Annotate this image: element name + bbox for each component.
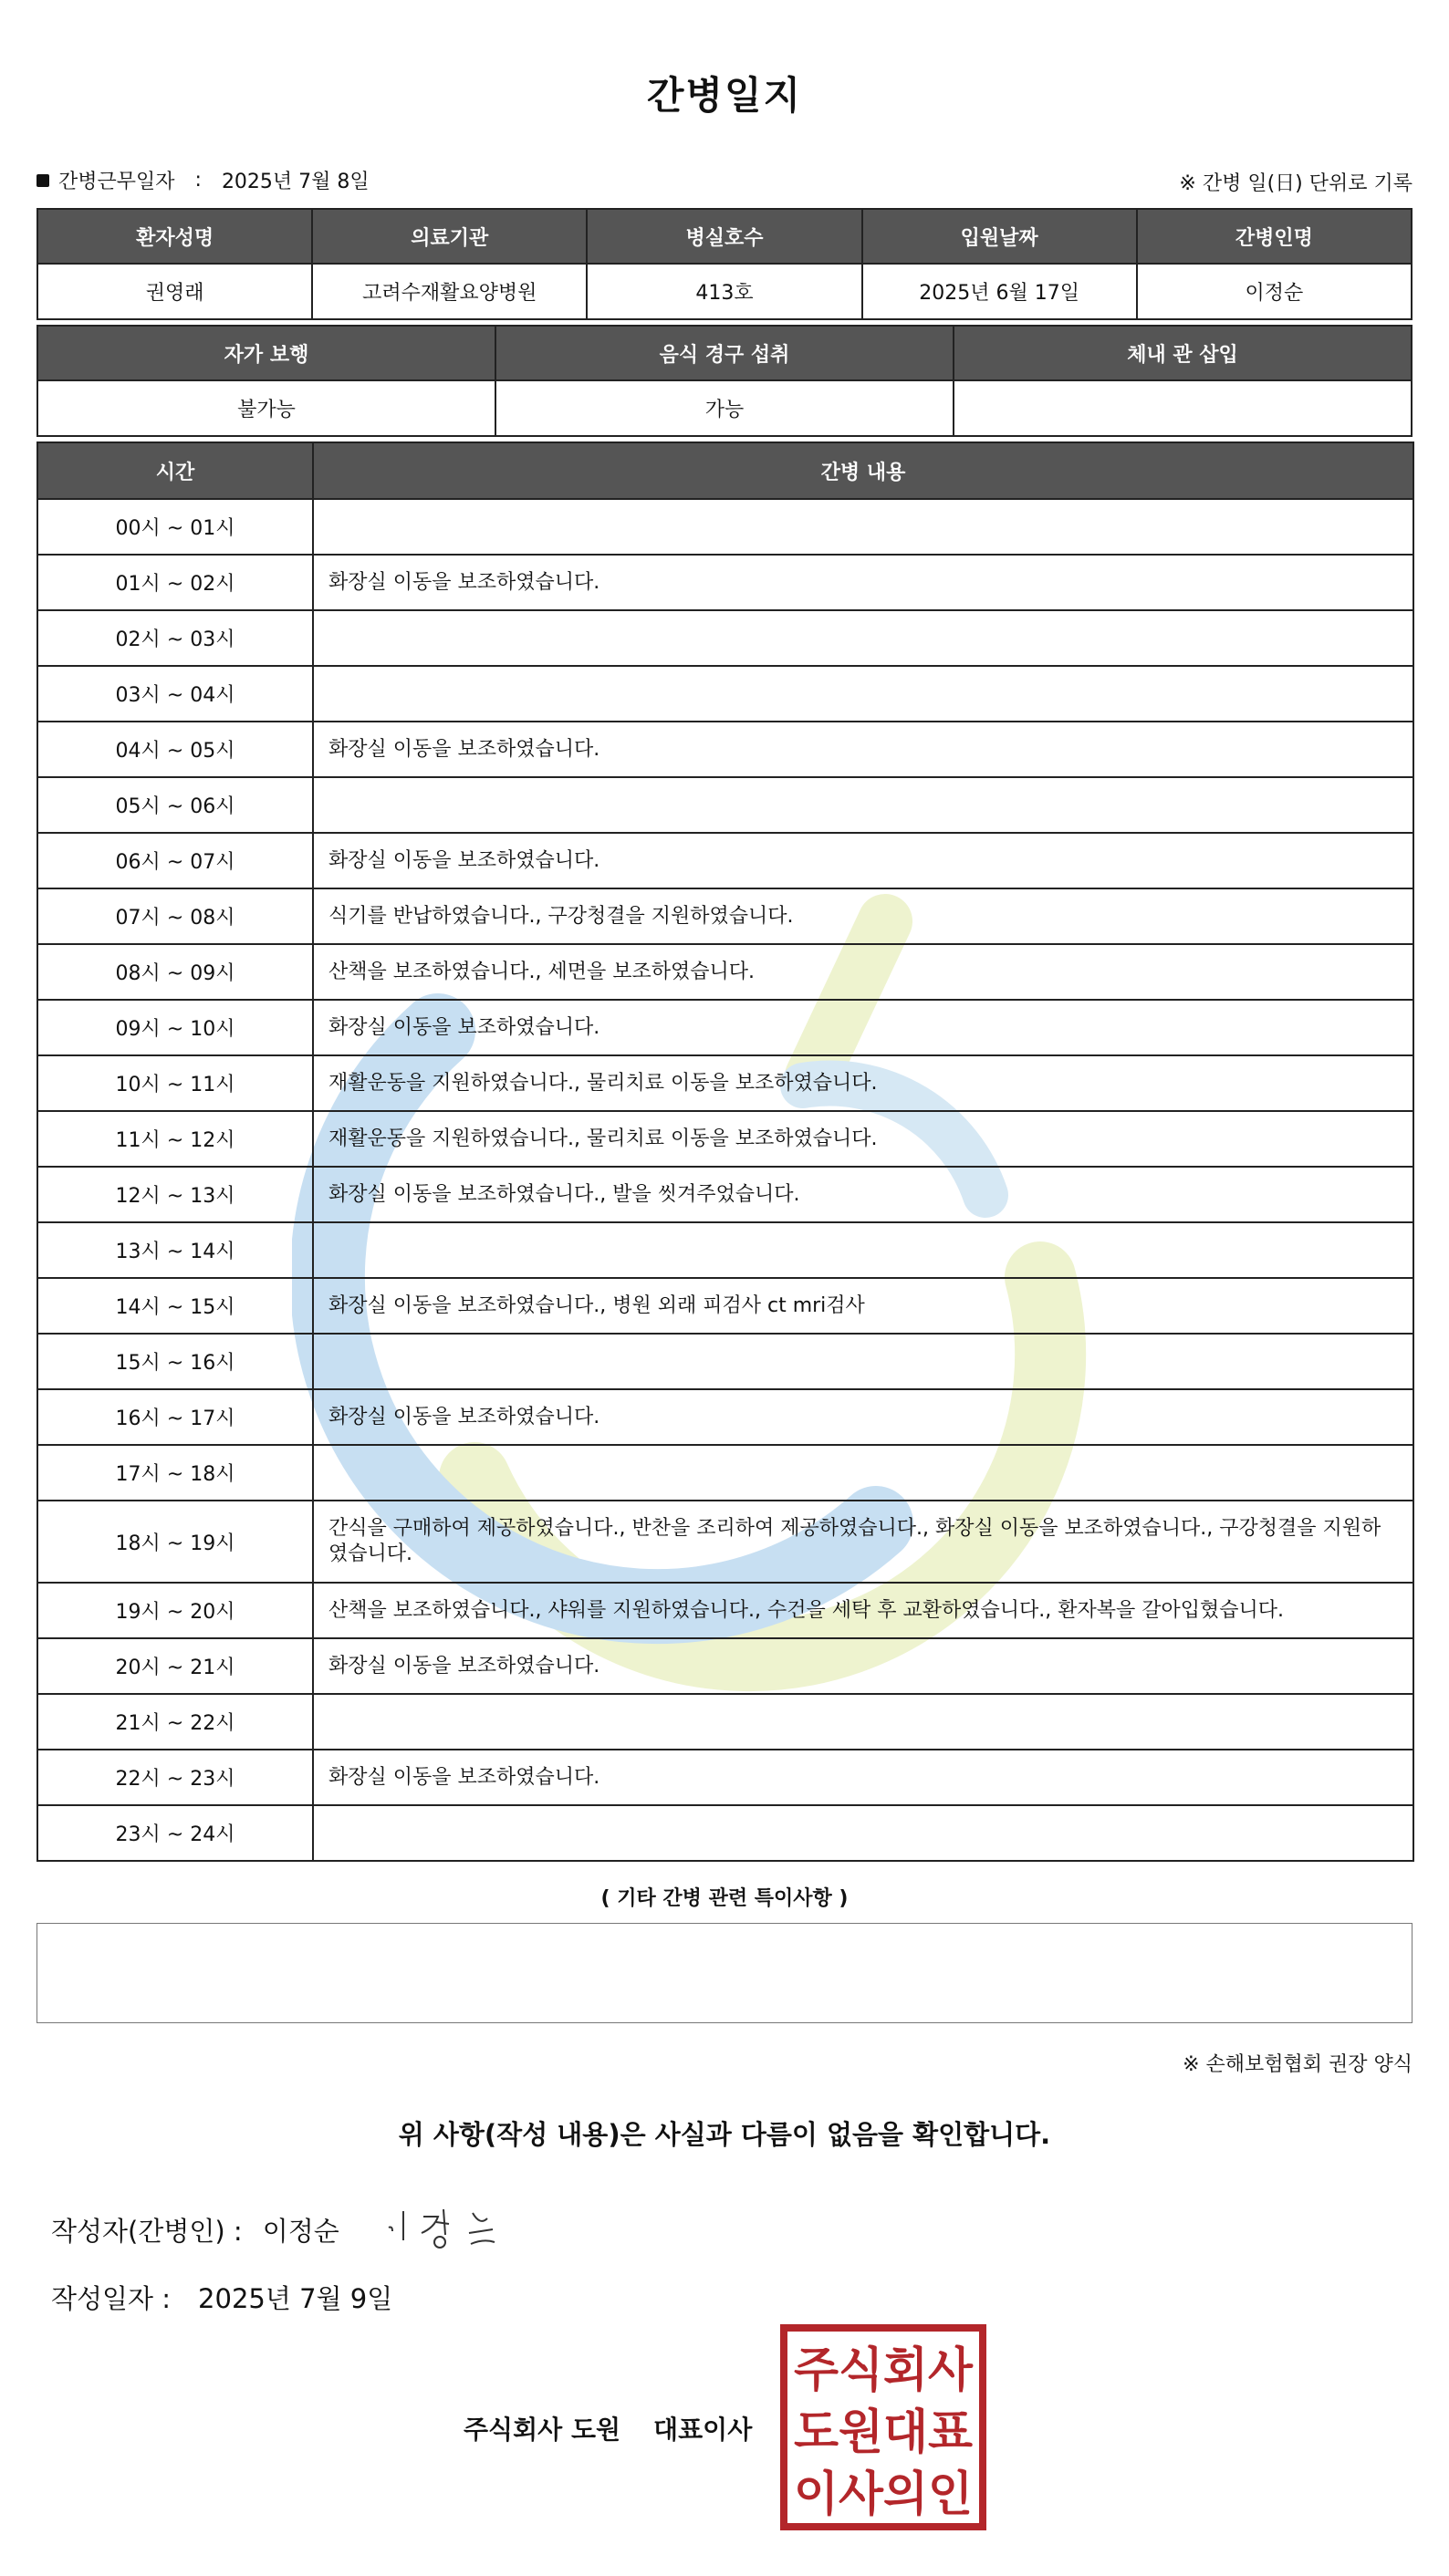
admission-date: 2025년 6월 17일	[862, 264, 1137, 319]
table-row	[37, 1805, 1413, 1861]
room-number: 413호	[587, 264, 861, 319]
written-date-line	[51, 2279, 392, 2316]
oral-intake-value: 가능	[495, 380, 954, 436]
seal-line-3: 이사의인	[794, 2467, 973, 2522]
care-content-cell: 화장실 이동을 보조하였습니다.	[313, 1389, 1413, 1445]
table-row	[37, 944, 1413, 1000]
care-content-cell: 재활운동을 지원하였습니다., 물리치료 이동을 보조하였습니다.	[313, 1111, 1413, 1167]
care-content-cell	[313, 1805, 1413, 1861]
table-row	[37, 666, 1413, 722]
time-cell: 06시 ~ 07시	[37, 833, 313, 888]
header-room: 병실호수	[587, 209, 861, 264]
table-row	[37, 777, 1413, 833]
table-row	[37, 1167, 1413, 1222]
patient-status-table	[36, 325, 1413, 437]
self-walking-value: 불가능	[37, 380, 495, 436]
time-cell: 01시 ~ 02시	[37, 555, 313, 610]
company-line	[464, 2410, 752, 2446]
table-row	[37, 1334, 1413, 1389]
table-row	[37, 555, 1413, 610]
table-row	[37, 1638, 1413, 1694]
unit-note: ※ 간병 일(日) 단위로 기록	[1179, 172, 1413, 195]
care-content-cell: 화장실 이동을 보조하였습니다.	[313, 1750, 1413, 1805]
table-row	[37, 1111, 1413, 1167]
header-admission-date: 입원날짜	[862, 209, 1137, 264]
care-log-table	[36, 441, 1414, 1862]
table-row	[37, 1389, 1413, 1445]
remarks-box	[36, 1923, 1413, 2023]
time-cell: 15시 ~ 16시	[37, 1334, 313, 1389]
care-content-cell: 화장실 이동을 보조하였습니다., 발을 씻겨주었습니다.	[313, 1167, 1413, 1222]
care-content-cell: 화장실 이동을 보조하였습니다.	[313, 722, 1413, 777]
time-cell: 03시 ~ 04시	[37, 666, 313, 722]
table-row	[37, 1278, 1413, 1334]
care-content-cell	[313, 610, 1413, 666]
care-content-cell	[313, 1334, 1413, 1389]
care-content-cell: 화장실 이동을 보조하였습니다.	[313, 1000, 1413, 1055]
tube-insertion-value	[954, 380, 1412, 436]
care-content-cell	[313, 1222, 1413, 1278]
care-content-cell: 화장실 이동을 보조하였습니다.	[313, 555, 1413, 610]
care-content-cell: 간식을 구매하여 제공하였습니다., 반찬을 조리하여 제공하였습니다., 화장실 이동을 보조하였습니다., 구강청결을 지원하였습니다.	[313, 1501, 1413, 1583]
table-row	[37, 888, 1413, 944]
time-cell: 17시 ~ 18시	[37, 1445, 313, 1501]
caregiver-name: 이정순	[1137, 264, 1412, 319]
care-content-cell	[313, 499, 1413, 555]
remarks-title: ( 기타 간병 관련 특이사항 )	[600, 1887, 849, 1910]
time-cell: 20시 ~ 21시	[37, 1638, 313, 1694]
care-content-cell: 산책을 보조하였습니다., 세면을 보조하였습니다.	[313, 944, 1413, 1000]
work-date-colon: :	[194, 169, 202, 192]
time-cell: 16시 ~ 17시	[37, 1389, 313, 1445]
patient-name: 권영래	[37, 264, 312, 319]
time-cell: 12시 ~ 13시	[37, 1167, 313, 1222]
company-title: 대표이사	[653, 2415, 753, 2445]
care-content-cell	[313, 666, 1413, 722]
company-seal-stamp	[780, 2324, 986, 2530]
header-patient-name: 환자성명	[37, 209, 312, 264]
time-cell: 04시 ~ 05시	[37, 722, 313, 777]
work-date-label: 간병근무일자	[58, 171, 175, 193]
header-institution: 의료기관	[312, 209, 587, 264]
table-row	[37, 833, 1413, 888]
header-time: 시간	[37, 442, 313, 499]
seal-line-1: 주식회사	[794, 2343, 974, 2398]
time-cell: 22시 ~ 23시	[37, 1750, 313, 1805]
table-row	[37, 1445, 1413, 1501]
header-care-content: 간병 내용	[313, 442, 1413, 499]
header-oral-intake: 음식 경구 섭취	[495, 326, 954, 380]
time-cell: 07시 ~ 08시	[37, 888, 313, 944]
care-content-cell: 식기를 반납하였습니다., 구강청결을 지원하였습니다.	[313, 888, 1413, 944]
time-cell: 10시 ~ 11시	[37, 1055, 313, 1111]
confirmation-statement: 위 사항(작성 내용)은 사실과 다름이 없음을 확인합니다.	[398, 2119, 1051, 2150]
care-content-cell	[313, 1694, 1413, 1750]
time-cell: 14시 ~ 15시	[37, 1278, 313, 1334]
writer-name: 이정순	[262, 2216, 339, 2247]
time-cell: 02시 ~ 03시	[37, 610, 313, 666]
care-content-cell: 재활운동을 지원하였습니다., 물리치료 이동을 보조하였습니다.	[313, 1055, 1413, 1111]
table-row	[37, 1222, 1413, 1278]
table-row	[37, 610, 1413, 666]
page-title: 간병일지	[646, 73, 803, 118]
table-row	[37, 1750, 1413, 1805]
care-content-cell: 산책을 보조하였습니다., 샤워를 지원하였습니다., 수건을 세탁 후 교환하였습니다., 환자복을 갈아입혔습니다.	[313, 1583, 1413, 1638]
institution: 고려수재활요양병원	[312, 264, 587, 319]
time-cell: 21시 ~ 22시	[37, 1694, 313, 1750]
written-date-label: 작성일자 :	[51, 2283, 172, 2314]
work-date-value: 2025년 7월 8일	[221, 171, 370, 193]
care-content-cell: 화장실 이동을 보조하였습니다., 병원 외래 피검사 ct mri검사	[313, 1278, 1413, 1334]
time-cell: 23시 ~ 24시	[37, 1805, 313, 1861]
table-row	[37, 1583, 1413, 1638]
care-content-cell	[313, 1445, 1413, 1501]
seal-line-2: 도원대표	[794, 2405, 973, 2460]
form-note: ※ 손해보험협회 권장 양식	[1183, 2053, 1413, 2076]
care-content-cell	[313, 777, 1413, 833]
care-content-cell: 화장실 이동을 보조하였습니다.	[313, 833, 1413, 888]
writer-line	[51, 2211, 339, 2249]
table-row	[37, 1000, 1413, 1055]
square-bullet-icon	[36, 174, 49, 187]
time-cell: 13시 ~ 14시	[37, 1222, 313, 1278]
time-cell: 08시 ~ 09시	[37, 944, 313, 1000]
table-row	[37, 1501, 1413, 1583]
writer-label: 작성자(간병인) :	[51, 2216, 243, 2247]
table-row	[37, 1055, 1413, 1111]
time-cell: 11시 ~ 12시	[37, 1111, 313, 1167]
table-row	[37, 722, 1413, 777]
table-row	[37, 1694, 1413, 1750]
header-caregiver-name: 간병인명	[1137, 209, 1412, 264]
time-cell: 18시 ~ 19시	[37, 1501, 313, 1583]
company-name: 주식회사 도원	[464, 2415, 621, 2445]
patient-info-table	[36, 208, 1413, 320]
work-date-line	[36, 166, 370, 194]
handwritten-signature	[381, 2198, 537, 2253]
time-cell: 05시 ~ 06시	[37, 777, 313, 833]
written-date-value: 2025년 7월 9일	[198, 2283, 393, 2314]
header-tube-insertion: 체내 관 삽입	[954, 326, 1412, 380]
time-cell: 00시 ~ 01시	[37, 499, 313, 555]
table-row	[37, 499, 1413, 555]
care-content-cell: 화장실 이동을 보조하였습니다.	[313, 1638, 1413, 1694]
time-cell: 09시 ~ 10시	[37, 1000, 313, 1055]
header-self-walking: 자가 보행	[37, 326, 495, 380]
time-cell: 19시 ~ 20시	[37, 1583, 313, 1638]
